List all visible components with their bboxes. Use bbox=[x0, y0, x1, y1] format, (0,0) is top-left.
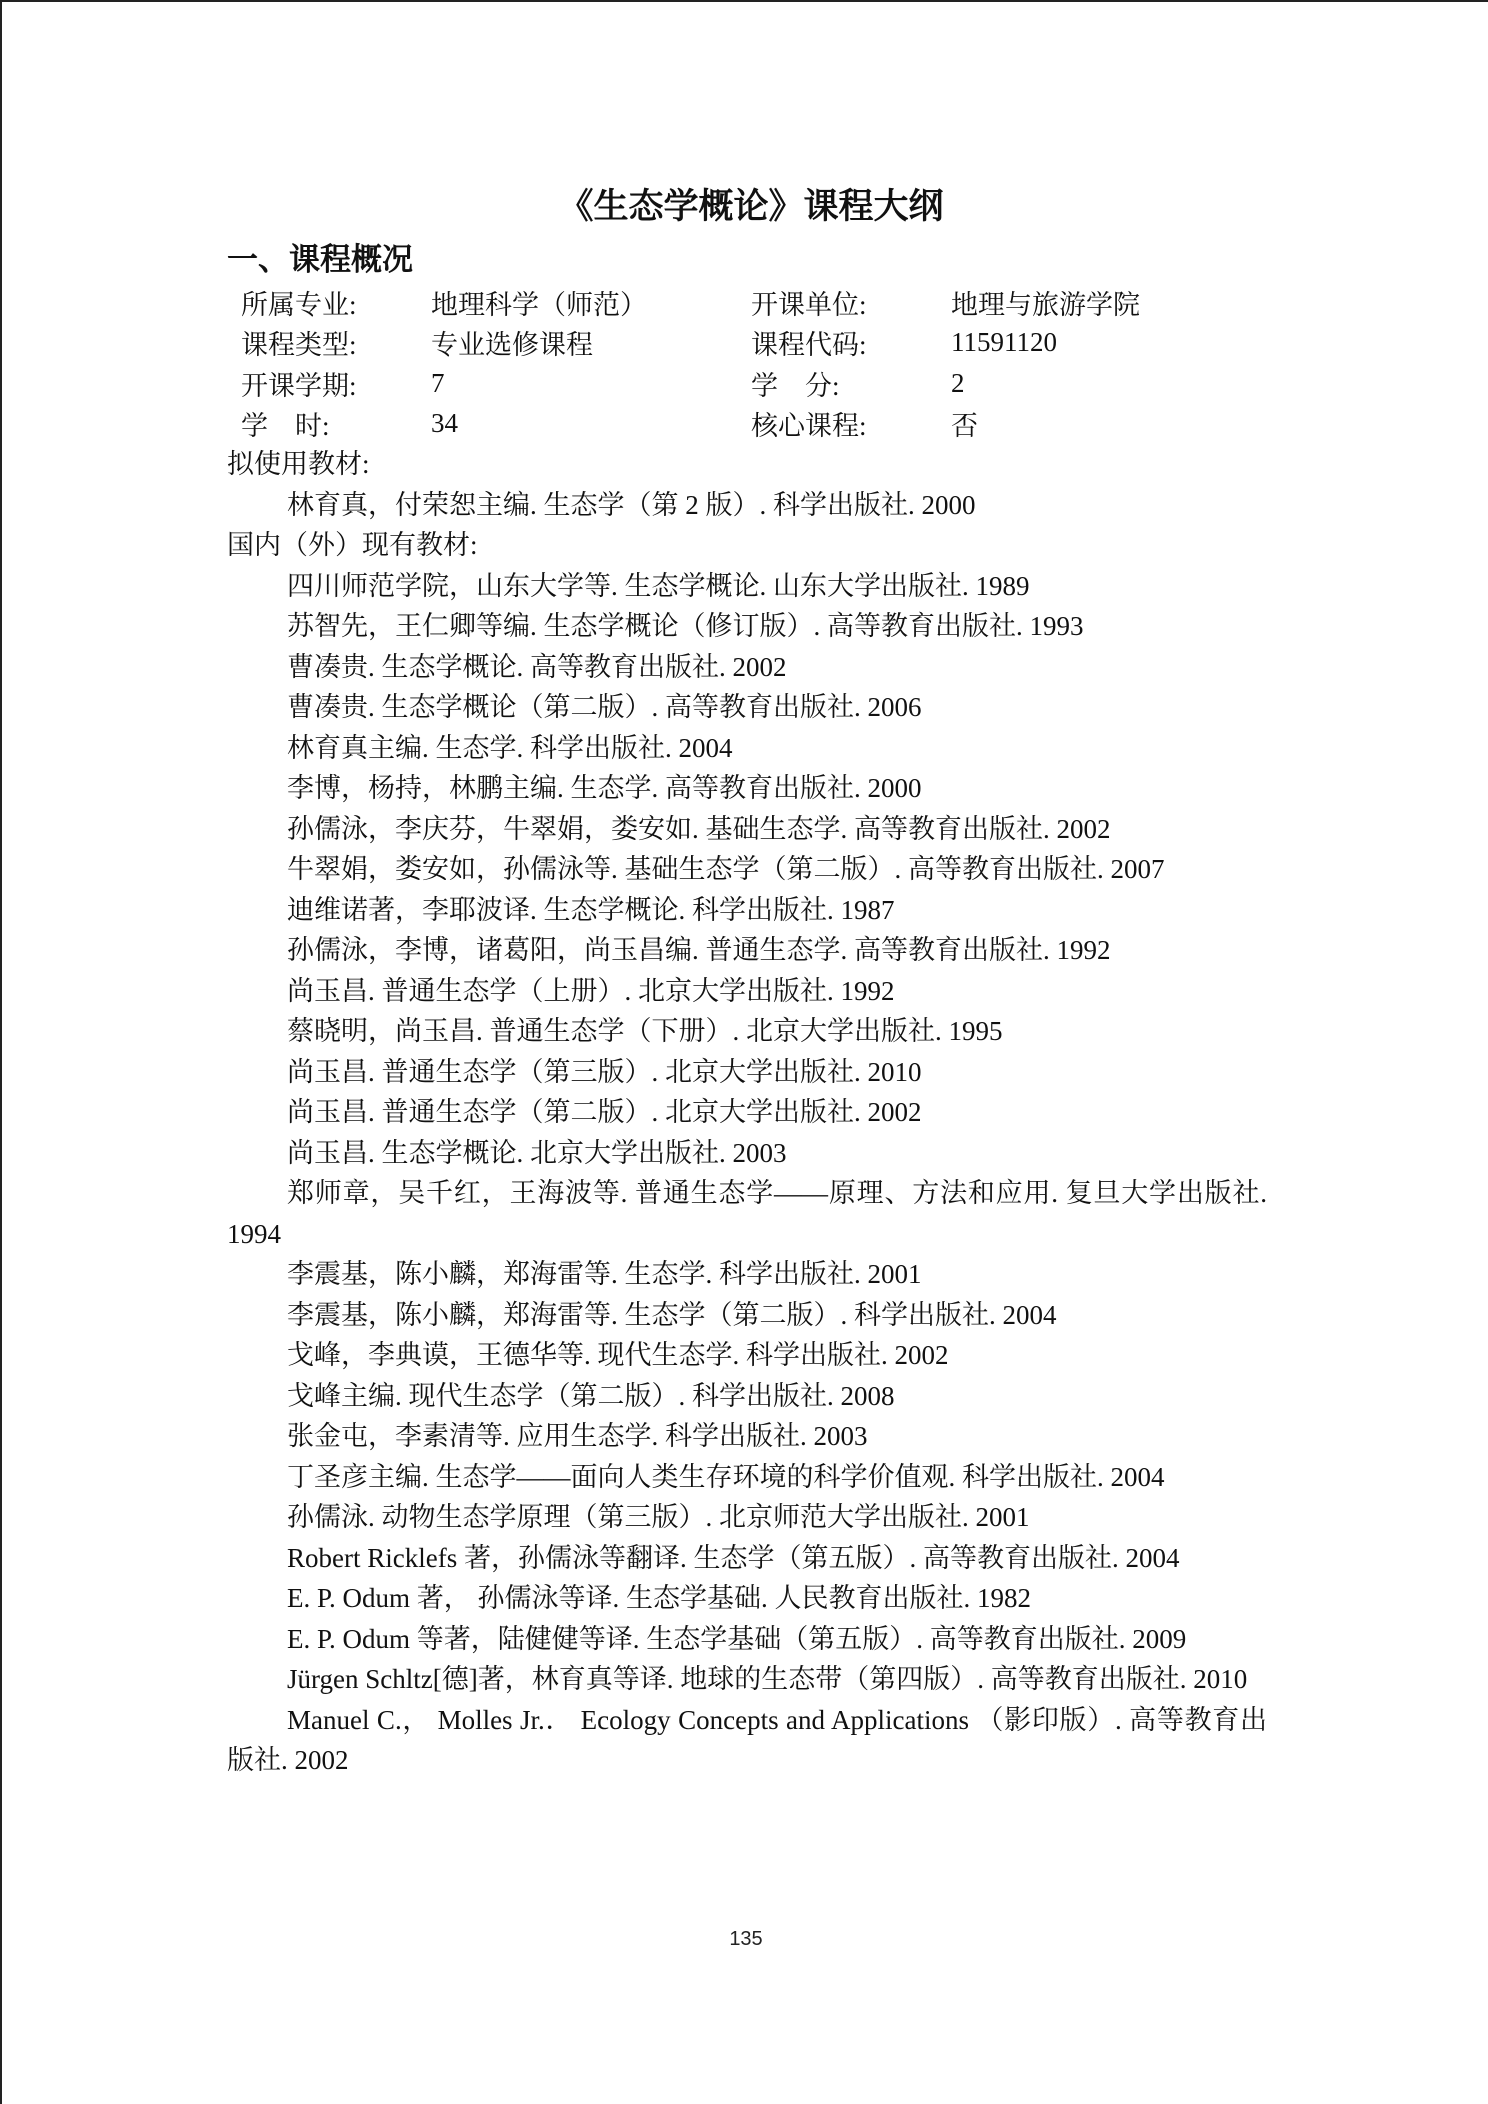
overview-value: 地理科学（师范） bbox=[431, 289, 647, 320]
reference-entry: 尚玉昌. 普通生态学（第二版）. 北京大学出版社. 2002 bbox=[287, 1097, 922, 1127]
overview-label: 学 分: bbox=[751, 370, 840, 401]
overview-value: 地理与旅游学院 bbox=[951, 289, 1140, 320]
reference-entry: 尚玉昌. 普通生态学（上册）. 北京大学出版社. 1992 bbox=[287, 975, 895, 1006]
section-heading-overview: 一、课程概况 bbox=[227, 242, 413, 278]
existing-textbooks-list bbox=[227, 566, 1267, 1781]
overview-label: 开课单位: bbox=[751, 289, 867, 320]
reference-entry: Robert Ricklefs 著，孙儒泳等翻译. 生态学（第五版）. 高等教育出版社. 2004 bbox=[287, 1542, 1180, 1573]
overview-label: 所属专业: bbox=[241, 289, 357, 320]
reference-entry: Jürgen Schltz[德]著，林育真等译. 地球的生态带（第四版）. 高等教育出版社. 2010 bbox=[287, 1664, 1248, 1694]
course-overview-table bbox=[241, 282, 1267, 444]
reference-entry: 戈峰，李典谟，王德华等. 现代生态学. 科学出版社. 2002 bbox=[287, 1340, 949, 1370]
overview-value: 7 bbox=[431, 367, 445, 398]
overview-label: 课程类型: bbox=[241, 330, 357, 361]
overview-value: 34 bbox=[431, 408, 458, 439]
overview-value: 11591120 bbox=[951, 327, 1057, 358]
overview-row bbox=[241, 323, 1267, 364]
reference-entry: 张金屯，李素清等. 应用生态学. 科学出版社. 2003 bbox=[287, 1421, 868, 1451]
overview-row bbox=[241, 282, 1267, 323]
existing-textbooks-heading: 国内（外）现有教材: bbox=[227, 530, 478, 560]
reference-entry: 孙儒泳，李庆芬，牛翠娟，娄安如. 基础生态学. 高等教育出版社. 2002 bbox=[287, 813, 1111, 844]
overview-label: 课程代码: bbox=[751, 330, 867, 361]
reference-entry: 李博，杨持，林鹏主编. 生态学. 高等教育出版社. 2000 bbox=[287, 773, 922, 803]
reference-entry: 李震基，陈小麟，郑海雷等. 生态学（第二版）. 科学出版社. 2004 bbox=[287, 1299, 1057, 1330]
overview-value: 专业选修课程 bbox=[431, 330, 593, 361]
reference-entry: 四川师范学院，山东大学等. 生态学概论. 山东大学出版社. 1989 bbox=[287, 570, 1030, 601]
reference-entry: 迪维诺著，李耶波译. 生态学概论. 科学出版社. 1987 bbox=[287, 894, 895, 925]
reference-entry: 牛翠娟，娄安如，孙儒泳等. 基础生态学（第二版）. 高等教育出版社. 2007 bbox=[287, 854, 1165, 884]
reference-entry: 丁圣彦主编. 生态学——面向人类生存环境的科学价值观. 科学出版社. 2004 bbox=[287, 1461, 1165, 1492]
reference-entry: 戈峰主编. 现代生态学（第二版）. 科学出版社. 2008 bbox=[287, 1380, 895, 1411]
reference-entry: Manuel C.， Molles Jr.． Ecology Concepts and Applications （影印版）. 高等教育出版社. 2002 bbox=[227, 1704, 1267, 1775]
overview-label: 开课学期: bbox=[241, 370, 357, 401]
planned-textbook-entry: 林育真，付荣恕主编. 生态学（第 2 版）. 科学出版社. 2000 bbox=[287, 489, 976, 520]
reference-entry: 曹凑贵. 生态学概论. 高等教育出版社. 2002 bbox=[287, 651, 787, 682]
page-number: 135 bbox=[729, 1928, 763, 1950]
reference-entry: 蔡晓明，尚玉昌. 普通生态学（下册）. 北京大学出版社. 1995 bbox=[287, 1016, 1003, 1046]
reference-entry: 尚玉昌. 普通生态学（第三版）. 北京大学出版社. 2010 bbox=[287, 1056, 922, 1087]
document-title: 《生态学概论》课程大纲 bbox=[558, 187, 944, 227]
reference-entry: 孙儒泳. 动物生态学原理（第三版）. 北京师范大学出版社. 2001 bbox=[287, 1502, 1030, 1532]
reference-entry: 郑师章，吴千红，王海波等. 普通生态学——原理、方法和应用. 复旦大学出版社. 1994 bbox=[227, 1178, 1267, 1249]
reference-entry: 林育真主编. 生态学. 科学出版社. 2004 bbox=[287, 732, 733, 763]
reference-entry: E. P. Odum 等著，陆健健等译. 生态学基础（第五版）. 高等教育出版社. 2009 bbox=[287, 1623, 1187, 1654]
reference-entry: 孙儒泳，李博，诸葛阳，尚玉昌编. 普通生态学. 高等教育出版社. 1992 bbox=[287, 935, 1111, 965]
overview-label: 核心课程: bbox=[751, 411, 867, 442]
planned-textbook-heading: 拟使用教材: bbox=[227, 449, 370, 479]
reference-entry: 李震基，陈小麟，郑海雷等. 生态学. 科学出版社. 2001 bbox=[287, 1259, 922, 1289]
document-content bbox=[227, 182, 1267, 1781]
overview-row bbox=[241, 363, 1267, 404]
reference-entry: 尚玉昌. 生态学概论. 北京大学出版社. 2003 bbox=[287, 1137, 787, 1168]
reference-entry: E. P. Odum 著， 孙儒泳等译. 生态学基础. 人民教育出版社. 1982 bbox=[287, 1583, 1032, 1613]
overview-row bbox=[241, 404, 1267, 445]
overview-value: 否 bbox=[951, 411, 978, 442]
overview-label: 学 时: bbox=[241, 411, 330, 442]
overview-value: 2 bbox=[951, 367, 965, 398]
reference-entry: 苏智先，王仁卿等编. 生态学概论（修订版）. 高等教育出版社. 1993 bbox=[287, 611, 1084, 641]
reference-entry: 曹凑贵. 生态学概论（第二版）. 高等教育出版社. 2006 bbox=[287, 692, 922, 722]
